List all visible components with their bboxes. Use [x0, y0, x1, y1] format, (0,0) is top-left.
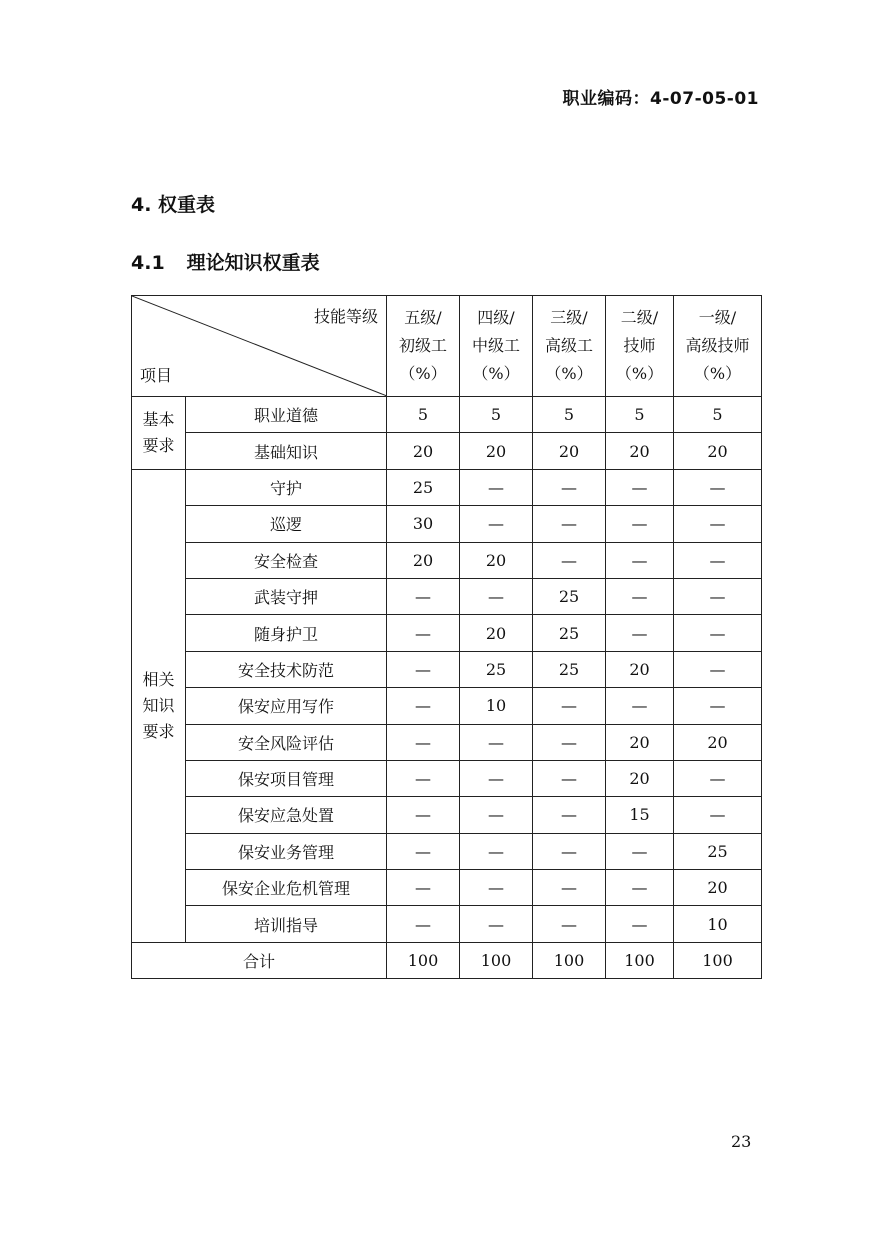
item-name-cell: 培训指导: [186, 906, 387, 942]
group-label-cell: [132, 469, 186, 942]
weight-value-cell: —: [606, 870, 674, 906]
weight-value-cell: 20: [387, 433, 460, 469]
weight-value-cell: —: [674, 760, 762, 796]
weight-value-cell: —: [674, 469, 762, 505]
weight-value-cell: —: [533, 506, 606, 542]
weight-value-cell: —: [387, 797, 460, 833]
total-row: [132, 942, 762, 978]
level-header-text: （%）: [472, 364, 520, 383]
weight-value-cell: 20: [460, 433, 533, 469]
weight-value-cell: —: [387, 615, 460, 651]
level-header-text: （%）: [399, 364, 447, 383]
weight-value-cell: —: [674, 651, 762, 687]
table-row: [132, 433, 762, 469]
weight-value-cell: 20: [533, 433, 606, 469]
table-row: [132, 615, 762, 651]
weight-value-cell: —: [674, 615, 762, 651]
subsection-title: 理论知识权重表: [186, 252, 320, 274]
section-title: 4. 权重表: [131, 194, 216, 216]
item-name-cell: 保安业务管理: [186, 833, 387, 869]
weight-value-cell: —: [387, 724, 460, 760]
weight-value-cell: 20: [674, 724, 762, 760]
weight-value-cell: —: [387, 833, 460, 869]
weight-value-cell: 25: [533, 578, 606, 614]
weight-value-cell: —: [387, 906, 460, 942]
level-header-text: 二级/: [620, 308, 659, 327]
item-name-cell: 职业道德: [186, 397, 387, 433]
table-row: [132, 506, 762, 542]
weight-value-cell: —: [460, 906, 533, 942]
total-value-cell: 100: [460, 942, 533, 978]
weight-value-cell: —: [533, 542, 606, 578]
weight-value-cell: 20: [674, 433, 762, 469]
weight-value-cell: —: [533, 724, 606, 760]
weight-value-cell: —: [387, 578, 460, 614]
weight-value-cell: 20: [460, 615, 533, 651]
weight-value-cell: —: [606, 615, 674, 651]
weight-value-cell: —: [674, 506, 762, 542]
weight-value-cell: —: [533, 469, 606, 505]
item-name-cell: 安全风险评估: [186, 724, 387, 760]
weight-value-cell: 20: [606, 724, 674, 760]
group-label-text: 知识: [142, 695, 175, 715]
weight-value-cell: 25: [533, 615, 606, 651]
weight-value-cell: —: [387, 760, 460, 796]
item-name-cell: 保安企业危机管理: [186, 870, 387, 906]
weight-value-cell: —: [460, 724, 533, 760]
weight-value-cell: 5: [387, 397, 460, 433]
level-header-text: 技师: [623, 336, 656, 355]
weight-value-cell: —: [460, 870, 533, 906]
weight-value-cell: —: [674, 542, 762, 578]
weight-value-cell: —: [460, 578, 533, 614]
item-name-cell: 保安应用写作: [186, 688, 387, 724]
weight-value-cell: 25: [674, 833, 762, 869]
level-header-text: （%）: [545, 364, 593, 383]
skill-level-label: 技能等级: [313, 307, 378, 326]
weight-value-cell: —: [387, 870, 460, 906]
subsection-number: 4.1: [131, 252, 165, 274]
level-header-text: 初级工: [398, 336, 447, 355]
weight-value-cell: —: [460, 506, 533, 542]
level-header-text: 五级/: [404, 308, 442, 327]
weight-value-cell: —: [460, 760, 533, 796]
weight-value-cell: 15: [606, 797, 674, 833]
total-value-cell: 100: [674, 942, 762, 978]
item-name-cell: 基础知识: [186, 433, 387, 469]
weight-value-cell: 25: [533, 651, 606, 687]
level-header-4: [606, 296, 674, 397]
table-header-row: [132, 296, 762, 397]
weight-value-cell: —: [606, 906, 674, 942]
group-label-cell: [132, 397, 186, 470]
table-row: [132, 578, 762, 614]
item-name-cell: 守护: [186, 469, 387, 505]
weight-value-cell: 10: [674, 906, 762, 942]
weight-value-cell: —: [606, 833, 674, 869]
occupation-code: 职业编码：4-07-05-01: [562, 89, 759, 109]
level-header-text: 中级工: [471, 336, 520, 355]
level-header-text: （%）: [693, 364, 742, 383]
corner-header-cell: [132, 296, 387, 397]
weight-value-cell: 20: [606, 651, 674, 687]
level-header-text: 高级工: [544, 336, 593, 355]
table-row: [132, 870, 762, 906]
weight-value-cell: 25: [460, 651, 533, 687]
item-name-cell: 保安项目管理: [186, 760, 387, 796]
item-name-cell: 武装守押: [186, 578, 387, 614]
weight-value-cell: 5: [533, 397, 606, 433]
weight-value-cell: 30: [387, 506, 460, 542]
total-value-cell: 100: [533, 942, 606, 978]
weight-value-cell: —: [387, 651, 460, 687]
total-value-cell: 100: [606, 942, 674, 978]
weight-value-cell: —: [533, 906, 606, 942]
table-row: [132, 397, 762, 433]
weight-value-cell: —: [606, 469, 674, 505]
table-row: [132, 760, 762, 796]
level-header-text: 三级/: [550, 308, 588, 327]
weight-value-cell: —: [460, 797, 533, 833]
table-row: [132, 797, 762, 833]
weight-value-cell: 20: [606, 433, 674, 469]
weight-value-cell: —: [606, 578, 674, 614]
item-name-cell: 安全检查: [186, 542, 387, 578]
level-header-2: [460, 296, 533, 397]
table-row: [132, 906, 762, 942]
weight-table: [131, 295, 762, 979]
weight-value-cell: —: [460, 469, 533, 505]
page-number: 23: [731, 1132, 752, 1151]
table-row: [132, 688, 762, 724]
weight-value-cell: —: [533, 870, 606, 906]
weight-value-cell: 5: [674, 397, 762, 433]
group-label-text: 相关: [142, 669, 175, 689]
group-label-text: 基本: [142, 409, 175, 429]
level-header-text: 一级/: [698, 308, 737, 327]
group-label-text: 要求: [142, 435, 175, 455]
weight-value-cell: 20: [674, 870, 762, 906]
level-header-text: 四级/: [477, 308, 515, 327]
weight-value-cell: 10: [460, 688, 533, 724]
weight-value-cell: —: [606, 542, 674, 578]
weight-value-cell: 20: [387, 542, 460, 578]
total-value-cell: 100: [387, 942, 460, 978]
weight-value-cell: —: [533, 760, 606, 796]
weight-value-cell: —: [606, 506, 674, 542]
weight-value-cell: 25: [387, 469, 460, 505]
weight-value-cell: 20: [460, 542, 533, 578]
table-row: [132, 542, 762, 578]
level-header-1: [387, 296, 460, 397]
weight-value-cell: 20: [606, 760, 674, 796]
total-label-cell: 合计: [132, 942, 387, 978]
level-header-text: （%）: [615, 364, 664, 383]
table-row: [132, 651, 762, 687]
weight-value-cell: —: [533, 833, 606, 869]
weight-value-cell: —: [674, 688, 762, 724]
item-name-cell: 巡逻: [186, 506, 387, 542]
weight-value-cell: —: [674, 578, 762, 614]
table-row: [132, 833, 762, 869]
level-header-text: 高级技师: [685, 336, 750, 355]
weight-value-cell: —: [606, 688, 674, 724]
item-label: 项目: [140, 366, 173, 385]
item-name-cell: 随身护卫: [186, 615, 387, 651]
table-row: [132, 724, 762, 760]
weight-value-cell: 5: [606, 397, 674, 433]
item-name-cell: 保安应急处置: [186, 797, 387, 833]
weight-value-cell: —: [460, 833, 533, 869]
weight-value-cell: 5: [460, 397, 533, 433]
level-header-5: [674, 296, 762, 397]
weight-value-cell: —: [387, 688, 460, 724]
table-row: [132, 469, 762, 505]
weight-value-cell: —: [533, 797, 606, 833]
subsection-heading: [131, 248, 320, 275]
weight-value-cell: —: [674, 797, 762, 833]
group-label-text: 要求: [142, 721, 175, 741]
item-name-cell: 安全技术防范: [186, 651, 387, 687]
level-header-3: [533, 296, 606, 397]
weight-value-cell: —: [533, 688, 606, 724]
